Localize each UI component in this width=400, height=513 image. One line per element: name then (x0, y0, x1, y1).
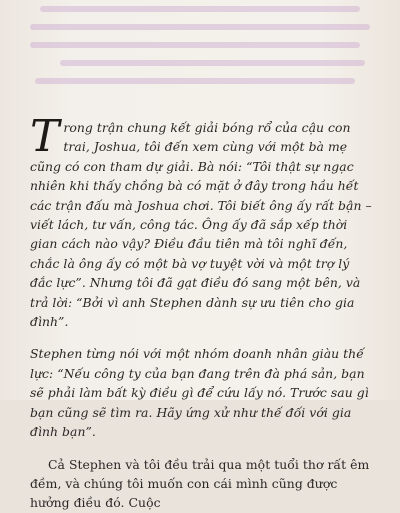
paragraph-3: Cả Stephen và tôi đều trải qua một tuổi thơ rất êm đềm, và chúng tôi muốn con cái mình cũng được hưởng điều đó. Cuộc (30, 456, 370, 511)
paragraph-1-text: rong trận chung kết giải bóng rổ của cậu con trai, Joshua, tôi đến xem cùng với một bà mẹ cũng có con tham dự giải. Bà nói: “Tôi thật sự ngạc nhiên khi thấy chồng bà có mặt ở đây trong hầu hết các trận đấu mà Joshua chơi. Tôi biết ông ấy rất bận – viết lách, tư vấn, công tác. Ông ấy đã sắp xếp thời gian cách nào vậy? Điều đầu tiên mà tôi nghĩ đến, chắc là ông ấy có một bà vợ tuyệt vời và một trợ lý đắc lực”. Nhưng tôi đã gạt điều đó sang một bên, và trả lời: “Bởi vì anh Stephen dành sự ưu tiên cho gia đình”. (30, 120, 372, 330)
body-text (30, 111, 375, 513)
paragraph-2: Stephen từng nói với một nhóm doanh nhân giàu thế lực: “Nếu công ty của bạn đang trên đà phá sản, bạn sẽ phải làm bất kỳ điều gì để cứu lấy nó. Trước sau gì bạn cũng sẽ tìm ra. Hãy ứng xử như thế đối với gia đình bạn”. (30, 346, 369, 440)
paragraph-1 (30, 111, 375, 331)
bleed-through-text (0, 0, 400, 95)
drop-cap: T (30, 111, 60, 162)
